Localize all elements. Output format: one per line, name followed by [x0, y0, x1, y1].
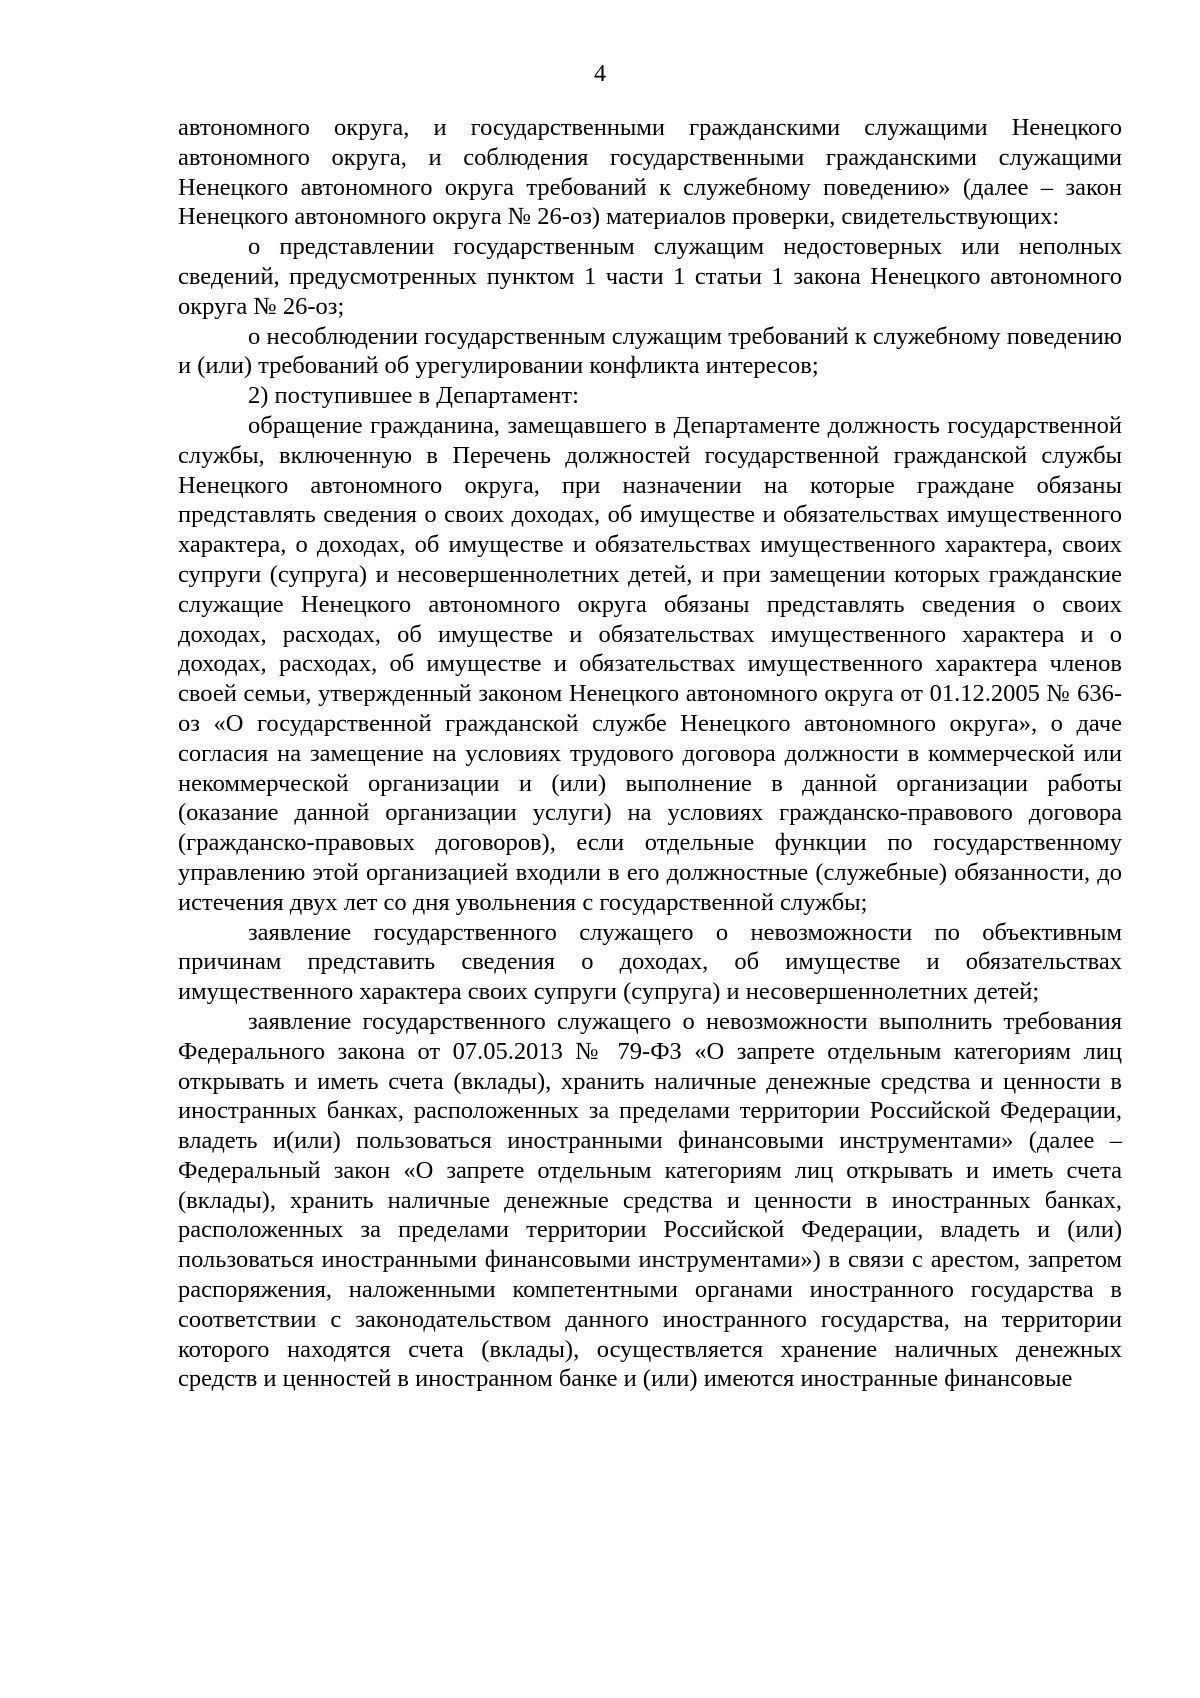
- paragraph-spouse-income-statement: заявление государственного служащего о невозможности по объективным причинам представить сведения о доходах, об имуществе и обязательствах имущественного характера своих супруги (супруга) и несовершеннолетних детей;: [178, 918, 1122, 1006]
- paragraph-citizen-appeal: обращение гражданина, замещавшего в Департаменте должность государственной службы, включенную в Перечень должностей государственной гражданской службы Ненецкого автономного округа, при назначении на которые граждане обязаны представлять сведения о своих доходах, об имуществе и обязательствах имущественного характера, о доходах, об имуществе и обязательствах имущественного характера, своих супруги (супруга) и несовершеннолетних детей, и при замещении которых гражданские служащие Ненецкого автономного округа обязаны представлять сведения о своих доходах, расходах, об имуществе и обязательствах имущественного характера и о доходах, расходах, об имуществе и обязательствах имущественного характера членов своей семьи, утвержденный законом Ненецкого автономного округа от 01.12.2005 № 636-оз «О государственной гражданской службе Ненецкого автономного округа», о даче согласия на замещение на условиях трудового договора должности в коммерческой или некоммерческой организации и (или) выполнение в данной организации работы (оказание данной организации услуги) на условиях гражданско-правового договора (гражданско-правовых договоров), если отдельные функции по государственному управлению этой организацией входили в его должностные (служебные) обязанности, до истечения двух лет со дня увольнения с государственной службы;: [178, 411, 1122, 916]
- paragraph-item-2: 2) поступившее в Департамент:: [248, 382, 579, 410]
- paragraph-continuation: автономного округа, и государственными гражданскими служащими Ненецкого автономного округа, и соблюдения государственными гражданскими служащими Ненецкого автономного округа требований к служебному поведению» (далее – закон Ненецкого автономного округа № 26-оз) материалов проверки, свидетельствующих:: [178, 114, 1122, 231]
- paragraph-foreign-accounts-statement: заявление государственного служащего о невозможности выполнить требования Федерального закона от 07.05.2013 № 79-ФЗ «О запрете отдельным категориям лиц открывать и иметь счета (вклады), хранить наличные денежные средства и ценности в иностранных банках, расположенных за пределами территории Российской Федерации, владеть и(или) пользоваться иностранными финансовыми инструментами» (далее – Федеральный закон «О запрете отдельным категориям лиц открывать и иметь счета (вклады), хранить наличные денежные средства и ценности в иностранных банках, расположенных за пределами территории Российской Федерации, владеть и (или) пользоваться иностранными финансовыми инструментами») в связи с арестом, запретом распоряжения, наложенными компетентными органами иностранного государства в соответствии с законодательством данного иностранного государства, на территории которого находятся счета (вклады), осуществляется хранение наличных денежных средств и ценностей в иностранном банке и (или) имеются иностранные финансовые: [178, 1007, 1122, 1393]
- paragraph-false-info: о представлении государственным служащим недостоверных или неполных сведений, предусмотренных пунктом 1 части 1 статьи 1 закона Ненецкого автономного округа № 26-оз;: [178, 233, 1122, 320]
- page-number: 4: [594, 61, 606, 87]
- paragraph-non-compliance: о несоблюдении государственным служащим требований к служебному поведению и (или) требований об урегулировании конфликта интересов;: [178, 322, 1122, 380]
- document-body: [178, 113, 1122, 1394]
